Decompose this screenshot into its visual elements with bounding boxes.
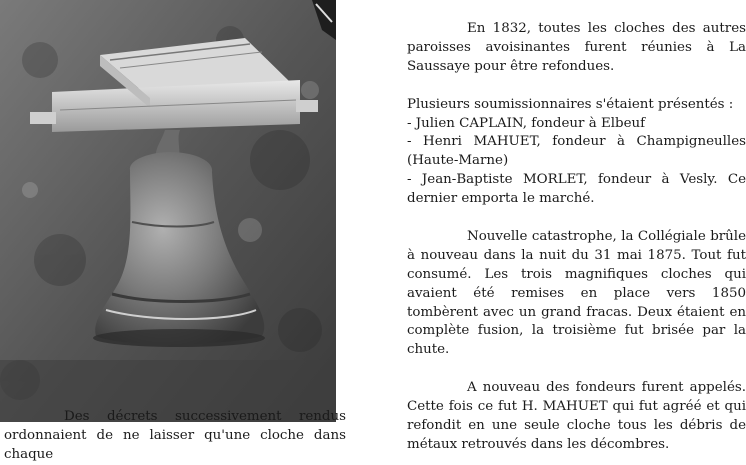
paragraph-1832: En 1832, toutes les cloches des autres paroisses avoisinantes furent réunies à La Saussaye pour être refondues. [407,21,746,74]
bidder-mahuet: - Henri MAHUET, fondeur à Champigneulles (Haute-Marne) [407,134,746,169]
left-text-column [4,408,346,465]
paragraph-decrees: Des décrets successivement rendus ordonnaient de ne laisser qu'une cloche dans chaque [4,409,346,462]
bidder-morlet: - Jean-Baptiste MORLET, fondeur à Vesly. Ce dernier emporta le marché. [407,172,746,207]
right-text-column [407,20,746,455]
paragraph-bidders [407,96,746,209]
paragraph-mahuet-recast: A nouveau des fondeurs furent appelés. Cette fois ce fut H. MAHUET qui fut agréé et qui refondit en une seule cloche tous les débris de métaux retrouvés dans les décombres. [407,380,746,452]
paragraph-fire-1875: Nouvelle catastrophe, la Collégiale brûle à nouveau dans la nuit du 31 mai 1875. Tout fut consumé. Les trois magnifiques cloches qui avaient été remises en place vers 1850 tombèrent avec un grand fracas. Deux étaient en complète fusion, la troisième fut brisée par la chute. [407,228,746,358]
bidders-intro: Plusieurs soumissionnaires s'étaient présentés : [407,96,734,112]
bell-photograph [0,0,336,422]
bidder-caplain: - Julien CAPLAIN, fondeur à Elbeuf [407,115,646,131]
